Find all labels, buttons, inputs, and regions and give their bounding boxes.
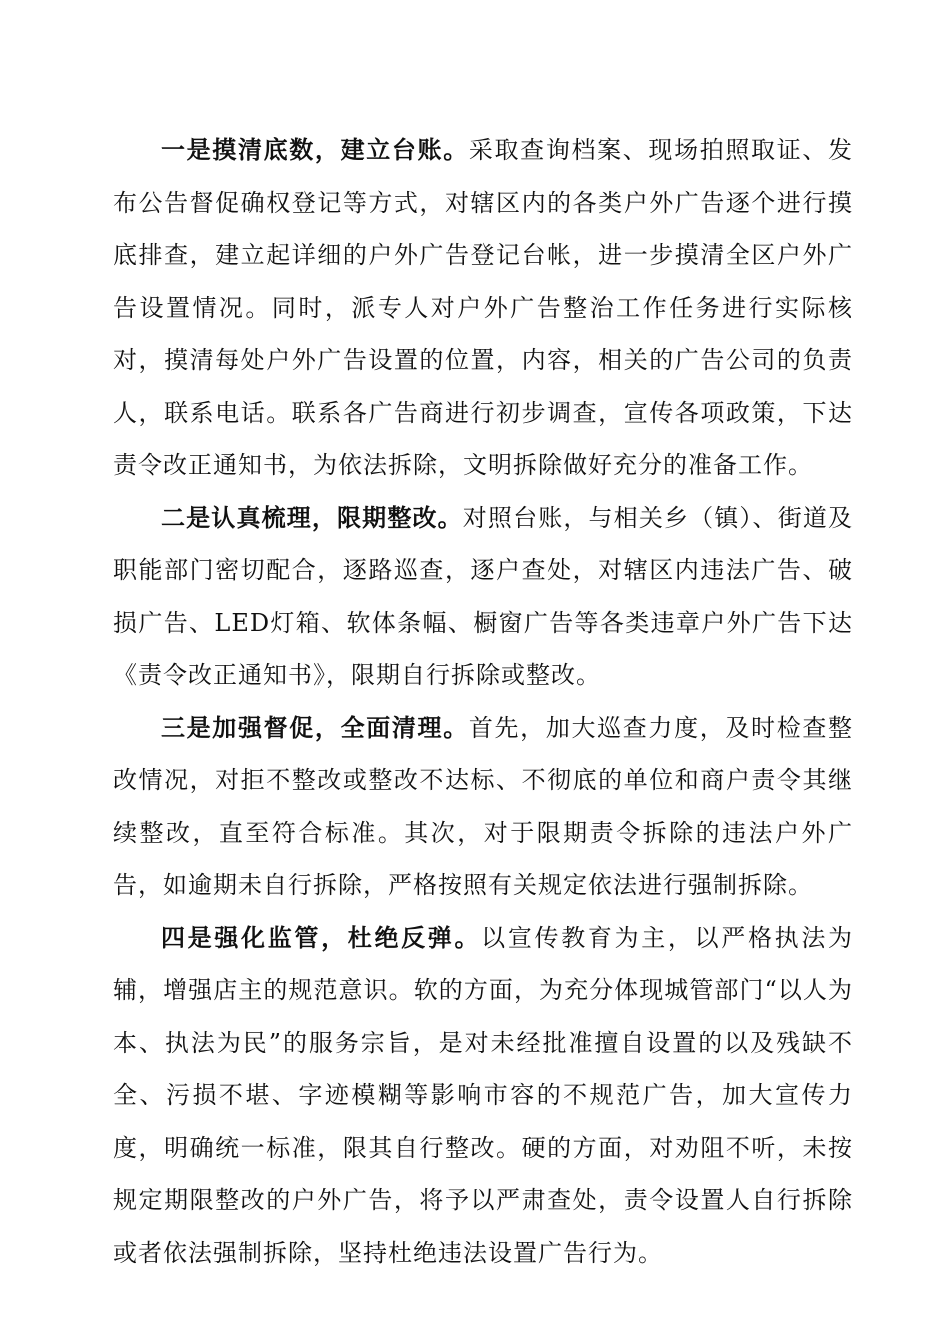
paragraph-1-lead: 一是摸清底数，建立台账。 <box>161 135 469 164</box>
paragraph-3-lead: 三是加强督促，全面清理。 <box>161 712 469 742</box>
paragraph-3 <box>113 702 853 912</box>
paragraph-4-text: 以宣传教育为主，以严格执法为辅，增强店主的规范意识。软的方面，为充分体现城管部门“以人为本、执法为民”的服务宗旨，是对未经批准擅自设置的以及残缺不全、污损不堪、字迹模糊等影响市容的不规范广告，加大宣传力度，明确统一标准，限其自行整改。硬的方面，对劝阻不听，未按规定期限整改的户外广告，将予以严肃查处，责令设置人自行拆除或者依法强制拆除，坚持杜绝违法设置广告行为。 <box>113 923 854 1267</box>
paragraph-4 <box>113 912 853 1280</box>
paragraph-1 <box>113 124 853 492</box>
document-body <box>113 124 853 1279</box>
paragraph-2-text: 对照台账，与相关乡（镇）、街道及职能部门密切配合，逐路巡查，逐户查处，对辖区内违法广告、破损广告、LED灯箱、软体条幅、橱窗广告等各类违章户外广告下达《责令改正通知书》，限期自行拆除或整改。 <box>113 503 854 689</box>
paragraph-2-lead: 二是认真梳理，限期整改。 <box>161 502 463 532</box>
paragraph-1-text: 采取查询档案、现场拍照取证、发布公告督促确权登记等方式，对辖区内的各类户外广告逐个进行摸底排查，建立起详细的户外广告登记台帐，进一步摸清全区户外广告设置情况。同时，派专人对户外广告整治工作任务进行实际核对，摸清每处户外广告设置的位置，内容，相关的广告公司的负责人，联系电话。联系各广告商进行初步调查，宣传各项政策，下达责令改正通知书，为依法拆除，文明拆除做好充分的准备工作。 <box>113 136 854 479</box>
paragraph-4-lead: 四是强化监管，杜绝反弹。 <box>161 922 482 952</box>
paragraph-2 <box>113 492 853 702</box>
paragraph-3-text: 首先，加大巡查力度，及时检查整改情况，对拒不整改或整改不达标、不彻底的单位和商户责令其继续整改，直至符合标准。其次，对于限期责令拆除的违法户外广告，如逾期未自行拆除，严格按照有关规定依法进行强制拆除。 <box>113 713 854 899</box>
